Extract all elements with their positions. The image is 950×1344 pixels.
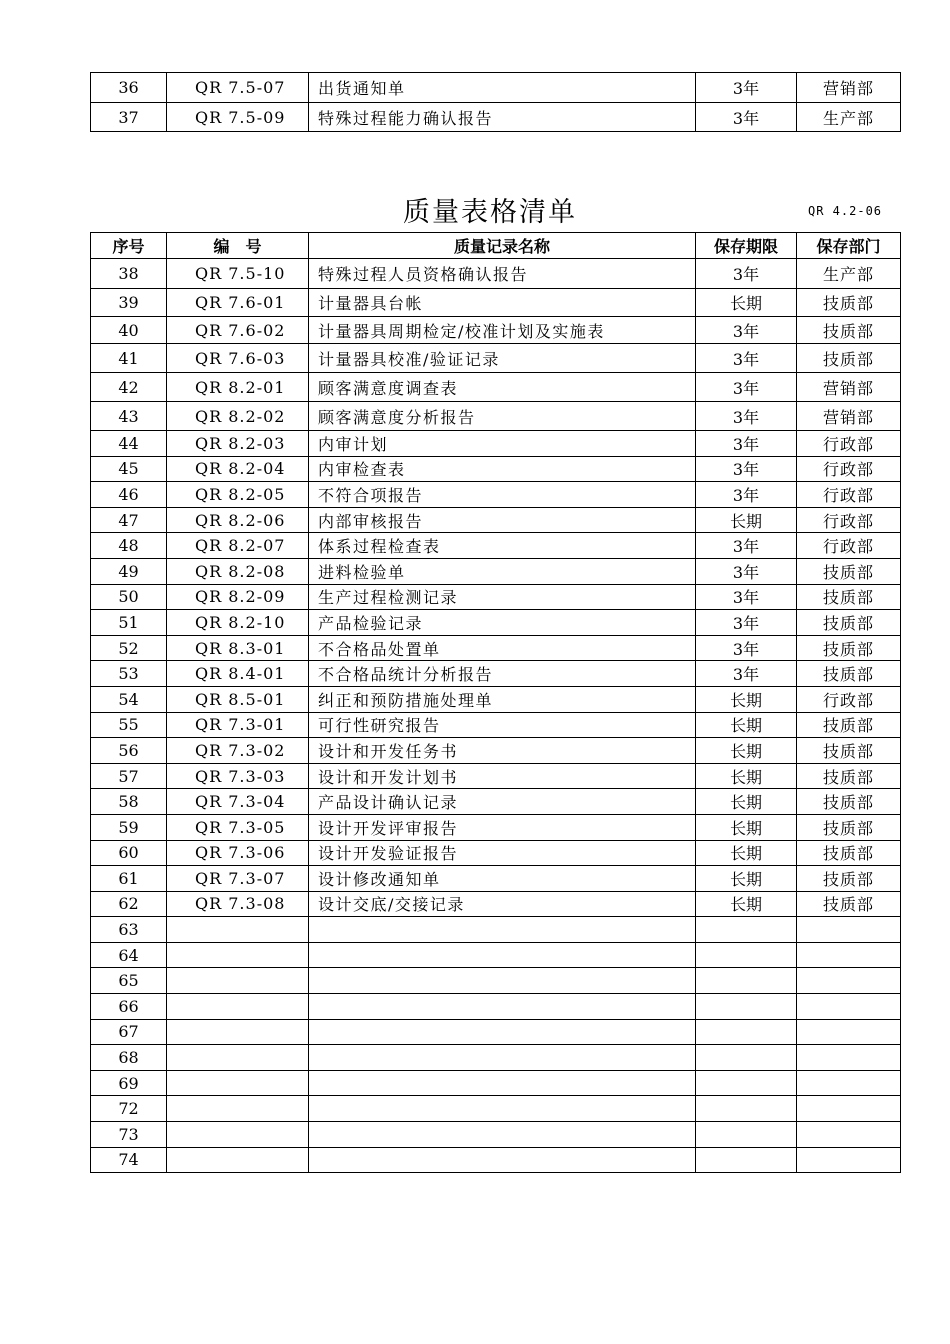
row-number: 46 (91, 482, 167, 508)
record-code: QR 7.5-10 (167, 259, 309, 289)
record-code (167, 917, 309, 943)
row-number: 56 (91, 738, 167, 764)
department (797, 1045, 901, 1071)
form-code: QR 4.2-06 (808, 204, 883, 218)
table-row (91, 994, 901, 1020)
table-row (91, 533, 901, 559)
retention-period (696, 1019, 797, 1045)
department (797, 968, 901, 994)
row-number: 63 (91, 917, 167, 943)
row-number: 58 (91, 789, 167, 815)
table-row (91, 712, 901, 738)
table-header (91, 233, 901, 259)
record-name: 设计修改通知单 (309, 866, 696, 892)
record-code: QR 8.3-01 (167, 635, 309, 661)
retention-period: 3年 (696, 610, 797, 636)
row-number: 36 (91, 73, 167, 103)
record-name: 设计和开发计划书 (309, 763, 696, 789)
record-code (167, 942, 309, 968)
table-row (91, 866, 901, 892)
continued-records-body (91, 73, 901, 132)
table-row (91, 373, 901, 402)
record-name (309, 1096, 696, 1122)
retention-period: 3年 (696, 402, 797, 431)
table-row (91, 289, 901, 317)
row-number: 57 (91, 763, 167, 789)
department: 行政部 (797, 456, 901, 482)
page-title: 质量表格清单 (403, 197, 577, 228)
table-row (91, 73, 901, 103)
record-name: 不合格品统计分析报告 (309, 661, 696, 687)
record-name: 可行性研究报告 (309, 712, 696, 738)
record-name: 顾客满意度分析报告 (309, 402, 696, 431)
row-number: 37 (91, 103, 167, 132)
record-name: 顾客满意度调查表 (309, 373, 696, 402)
table-row (91, 635, 901, 661)
record-code: QR 7.3-02 (167, 738, 309, 764)
department: 技质部 (797, 661, 901, 687)
row-number: 59 (91, 814, 167, 840)
record-code: QR 7.3-08 (167, 891, 309, 917)
row-number: 51 (91, 610, 167, 636)
retention-period: 3年 (696, 482, 797, 508)
row-number: 54 (91, 686, 167, 712)
department (797, 1096, 901, 1122)
row-number: 64 (91, 942, 167, 968)
record-code: QR 8.2-01 (167, 373, 309, 402)
record-name (309, 917, 696, 943)
record-code: QR 8.2-09 (167, 584, 309, 610)
table-row (91, 402, 901, 431)
retention-period: 3年 (696, 558, 797, 584)
record-code: QR 8.2-02 (167, 402, 309, 431)
department (797, 1070, 901, 1096)
row-number: 72 (91, 1096, 167, 1122)
row-number: 38 (91, 259, 167, 289)
table-row (91, 789, 901, 815)
row-number: 45 (91, 456, 167, 482)
retention-period: 3年 (696, 456, 797, 482)
table-row (91, 1045, 901, 1071)
table-row (91, 661, 901, 687)
department: 行政部 (797, 533, 901, 559)
record-code (167, 968, 309, 994)
table-row (91, 917, 901, 943)
row-number: 68 (91, 1045, 167, 1071)
retention-period: 3年 (696, 344, 797, 373)
table-row (91, 1019, 901, 1045)
table-row (91, 738, 901, 764)
retention-period: 3年 (696, 635, 797, 661)
row-number: 50 (91, 584, 167, 610)
row-number: 55 (91, 712, 167, 738)
department (797, 1147, 901, 1173)
record-name (309, 1019, 696, 1045)
table-row (91, 1070, 901, 1096)
table-row (91, 686, 901, 712)
department: 行政部 (797, 482, 901, 508)
retention-period: 3年 (696, 431, 797, 457)
retention-period: 3年 (696, 373, 797, 402)
department: 营销部 (797, 73, 901, 103)
record-code: QR 8.2-05 (167, 482, 309, 508)
department: 行政部 (797, 507, 901, 533)
record-name (309, 994, 696, 1020)
department: 技质部 (797, 635, 901, 661)
row-number: 40 (91, 317, 167, 344)
record-name: 不符合项报告 (309, 482, 696, 508)
record-code: QR 8.2-10 (167, 610, 309, 636)
department: 技质部 (797, 712, 901, 738)
record-code: QR 8.2-07 (167, 533, 309, 559)
record-code: QR 7.5-07 (167, 73, 309, 103)
row-number: 67 (91, 1019, 167, 1045)
department: 技质部 (797, 840, 901, 866)
record-code: QR 8.5-01 (167, 686, 309, 712)
record-code: QR 8.2-04 (167, 456, 309, 482)
record-code (167, 1019, 309, 1045)
record-name: 不合格品处置单 (309, 635, 696, 661)
retention-period: 3年 (696, 533, 797, 559)
record-name: 出货通知单 (309, 73, 696, 103)
record-name: 计量器具周期检定/校准计划及实施表 (309, 317, 696, 344)
continued-records-table (90, 72, 901, 132)
row-number: 42 (91, 373, 167, 402)
retention-period (696, 1096, 797, 1122)
record-code: QR 7.3-07 (167, 866, 309, 892)
record-code: QR 7.6-01 (167, 289, 309, 317)
row-number: 65 (91, 968, 167, 994)
department: 技质部 (797, 738, 901, 764)
record-code: QR 7.6-03 (167, 344, 309, 373)
record-name: 计量器具台帐 (309, 289, 696, 317)
header-dept: 保存部门 (797, 233, 901, 259)
row-number: 61 (91, 866, 167, 892)
department: 营销部 (797, 373, 901, 402)
record-name: 产品检验记录 (309, 610, 696, 636)
record-code (167, 1045, 309, 1071)
row-number: 66 (91, 994, 167, 1020)
department: 技质部 (797, 344, 901, 373)
table-row (91, 968, 901, 994)
table-row (91, 317, 901, 344)
record-code: QR 8.2-03 (167, 431, 309, 457)
retention-period: 长期 (696, 763, 797, 789)
row-number: 62 (91, 891, 167, 917)
record-code: QR 7.5-09 (167, 103, 309, 132)
table-row (91, 763, 901, 789)
retention-period: 3年 (696, 103, 797, 132)
row-number: 44 (91, 431, 167, 457)
record-name (309, 1122, 696, 1148)
department: 技质部 (797, 789, 901, 815)
department: 技质部 (797, 891, 901, 917)
department (797, 1122, 901, 1148)
row-number: 48 (91, 533, 167, 559)
record-name: 设计交底/交接记录 (309, 891, 696, 917)
department (797, 994, 901, 1020)
record-code (167, 994, 309, 1020)
department: 技质部 (797, 558, 901, 584)
record-code (167, 1122, 309, 1148)
retention-period: 长期 (696, 507, 797, 533)
table-row (91, 558, 901, 584)
department (797, 942, 901, 968)
department: 技质部 (797, 317, 901, 344)
retention-period (696, 1070, 797, 1096)
row-number: 53 (91, 661, 167, 687)
record-code (167, 1070, 309, 1096)
retention-period: 长期 (696, 891, 797, 917)
record-code: QR 7.3-04 (167, 789, 309, 815)
record-code: QR 8.2-06 (167, 507, 309, 533)
retention-period: 长期 (696, 814, 797, 840)
department: 技质部 (797, 866, 901, 892)
quality-records-body (91, 259, 901, 1173)
retention-period: 3年 (696, 584, 797, 610)
record-name: 内审检查表 (309, 456, 696, 482)
department (797, 917, 901, 943)
table-row (91, 584, 901, 610)
retention-period (696, 1045, 797, 1071)
record-code: QR 7.3-06 (167, 840, 309, 866)
record-code: QR 8.4-01 (167, 661, 309, 687)
table-row (91, 840, 901, 866)
header-no: 序号 (91, 233, 167, 259)
row-number: 47 (91, 507, 167, 533)
table-row (91, 344, 901, 373)
table-row (91, 1122, 901, 1148)
retention-period (696, 942, 797, 968)
record-name (309, 1045, 696, 1071)
department: 生产部 (797, 103, 901, 132)
retention-period: 3年 (696, 317, 797, 344)
retention-period: 长期 (696, 866, 797, 892)
header-retention: 保存期限 (696, 233, 797, 259)
record-code (167, 1096, 309, 1122)
table-row (91, 507, 901, 533)
retention-period: 3年 (696, 661, 797, 687)
record-code: QR 8.2-08 (167, 558, 309, 584)
retention-period: 长期 (696, 289, 797, 317)
record-name: 产品设计确认记录 (309, 789, 696, 815)
row-number: 39 (91, 289, 167, 317)
table-row (91, 456, 901, 482)
table-row (91, 610, 901, 636)
record-code: QR 7.6-02 (167, 317, 309, 344)
table-row (91, 814, 901, 840)
record-name: 设计开发验证报告 (309, 840, 696, 866)
record-name: 进料检验单 (309, 558, 696, 584)
retention-period: 3年 (696, 73, 797, 103)
record-code: QR 7.3-01 (167, 712, 309, 738)
record-name: 内部审核报告 (309, 507, 696, 533)
department: 技质部 (797, 289, 901, 317)
record-name: 设计开发评审报告 (309, 814, 696, 840)
row-number: 41 (91, 344, 167, 373)
table-row (91, 891, 901, 917)
retention-period: 长期 (696, 738, 797, 764)
department: 生产部 (797, 259, 901, 289)
retention-period: 长期 (696, 840, 797, 866)
row-number: 73 (91, 1122, 167, 1148)
row-number: 52 (91, 635, 167, 661)
record-name: 特殊过程能力确认报告 (309, 103, 696, 132)
retention-period: 3年 (696, 259, 797, 289)
record-name: 设计和开发任务书 (309, 738, 696, 764)
table-row (91, 1147, 901, 1173)
retention-period (696, 917, 797, 943)
table-row (91, 103, 901, 132)
record-name: 特殊过程人员资格确认报告 (309, 259, 696, 289)
department: 行政部 (797, 686, 901, 712)
record-name: 体系过程检查表 (309, 533, 696, 559)
record-name (309, 1070, 696, 1096)
table-row (91, 482, 901, 508)
department: 技质部 (797, 610, 901, 636)
retention-period: 长期 (696, 686, 797, 712)
row-number: 69 (91, 1070, 167, 1096)
record-name (309, 968, 696, 994)
department: 技质部 (797, 763, 901, 789)
department: 技质部 (797, 584, 901, 610)
department: 技质部 (797, 814, 901, 840)
retention-period (696, 1147, 797, 1173)
retention-period (696, 994, 797, 1020)
retention-period: 长期 (696, 789, 797, 815)
retention-period (696, 968, 797, 994)
row-number: 43 (91, 402, 167, 431)
record-name (309, 942, 696, 968)
record-name: 纠正和预防措施处理单 (309, 686, 696, 712)
record-name: 内审计划 (309, 431, 696, 457)
header-name: 质量记录名称 (309, 233, 696, 259)
department: 行政部 (797, 431, 901, 457)
row-number: 74 (91, 1147, 167, 1173)
record-code: QR 7.3-03 (167, 763, 309, 789)
department (797, 1019, 901, 1045)
retention-period (696, 1122, 797, 1148)
table-row (91, 431, 901, 457)
table-row (91, 942, 901, 968)
record-code: QR 7.3-05 (167, 814, 309, 840)
record-name (309, 1147, 696, 1173)
header-row (91, 233, 901, 259)
table-row (91, 259, 901, 289)
record-name: 计量器具校准/验证记录 (309, 344, 696, 373)
header-code: 编 号 (167, 233, 309, 259)
record-name: 生产过程检测记录 (309, 584, 696, 610)
row-number: 49 (91, 558, 167, 584)
quality-records-table (90, 232, 901, 1173)
record-code (167, 1147, 309, 1173)
row-number: 60 (91, 840, 167, 866)
department: 营销部 (797, 402, 901, 431)
retention-period: 长期 (696, 712, 797, 738)
table-row (91, 1096, 901, 1122)
